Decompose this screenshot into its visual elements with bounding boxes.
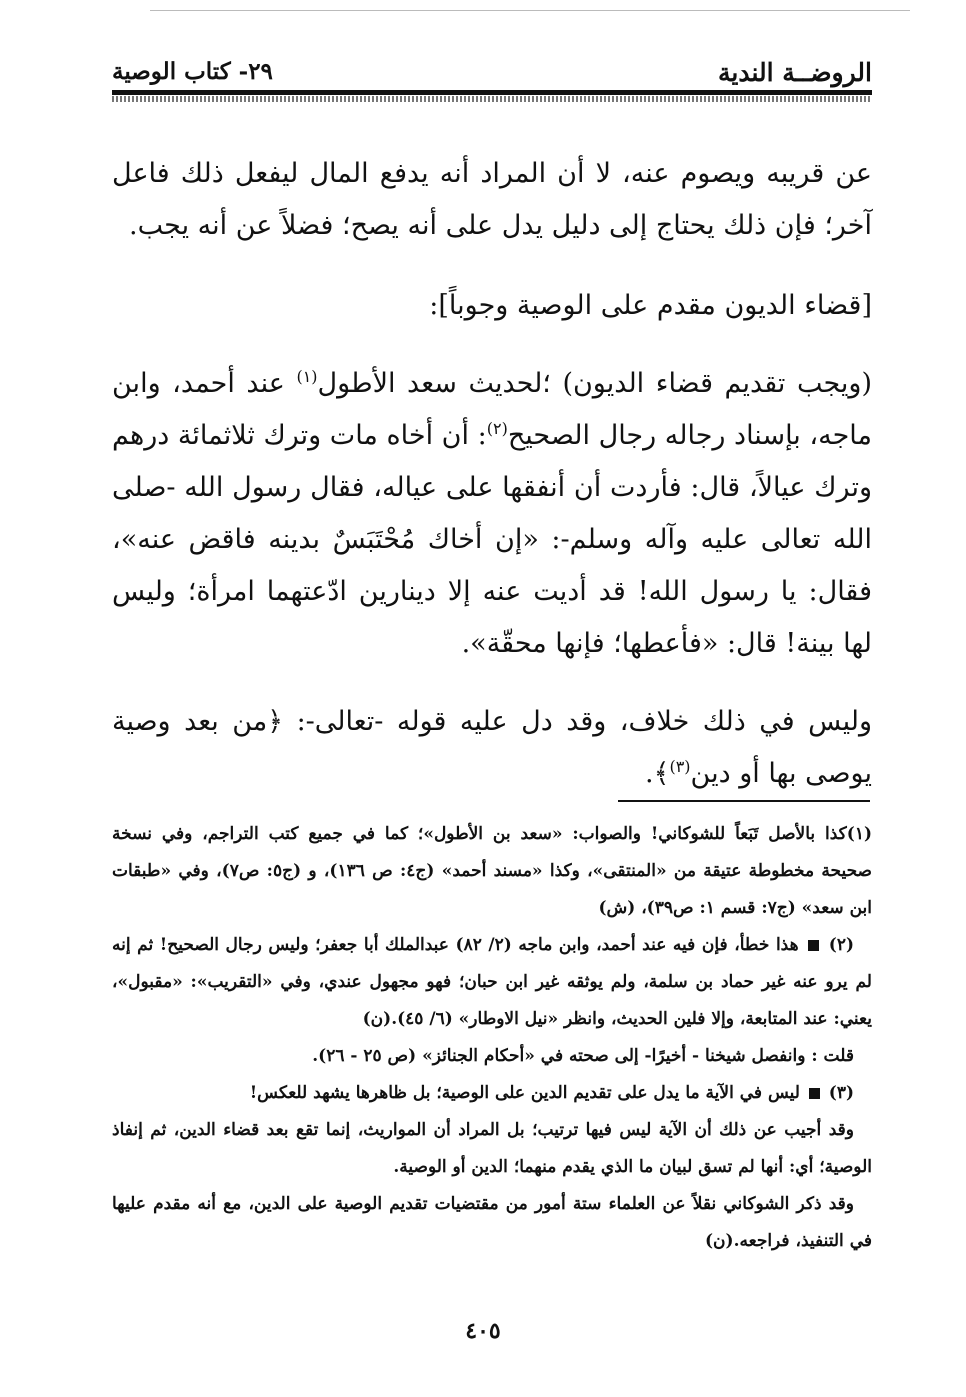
footnote-2 bbox=[112, 927, 872, 1038]
footnote-ref-1[interactable]: (١) bbox=[296, 367, 318, 386]
footnote-3-text: ليس في الآية ما يدل على تقديم الدين على الوصية؛ بل ظاهرها يشهد للعكس! bbox=[249, 1083, 800, 1103]
page-number: ٤٠٥ bbox=[465, 1318, 501, 1344]
footnote-1: (١)كذا بالأصل تَبَعاً للشوكاني! والصواب: «سعد بن الأطول»؛ كما في جميع كتب التراجم، وفي نسخة صحيحة مخطوطة عتيقة من «المنتقى»، وكذا «مسند أحمد» (ج٤: ص ١٣٦)، و (ج٥: ص٧)، وفي «طبقات ابن سعد» (ج٧: قسم ١: ص٣٩)، (ش) bbox=[112, 824, 872, 918]
book-title: الروضــة الندية bbox=[717, 58, 872, 87]
footnote-ref-2[interactable]: (٢) bbox=[486, 419, 508, 438]
paragraph-2-part-a: (ويجب تقديم قضاء الديون) ؛لحديث سعد الأطول bbox=[317, 368, 872, 399]
scan-artifact-line bbox=[150, 10, 910, 11]
footnote-3-number: (٣) bbox=[828, 1083, 854, 1103]
main-text bbox=[112, 148, 872, 800]
paragraph-2 bbox=[112, 358, 872, 670]
footnotes bbox=[112, 816, 872, 1260]
paragraph-2-part-b: عند أحمد، وابن ماجه، بإسناد رجاله رجال الصحيح bbox=[112, 368, 872, 451]
section-heading: [قضاء الديون مقدم على الوصية وجوباً]: bbox=[429, 290, 872, 321]
paragraph-2-part-c: : أن أخاه مات وترك ثلاثمائة درهم وترك عيالاً، قال: فأردت أن أنفقها على عياله، فقال رسول الله -صلى الله تعالى عليه وآله وسلم-: «إن أخاك مُحْتَبَسٌ بدينه فاقض عنه»، فقال: يا رسول الله! قد أديت عنه إلا دينارين ادّعتهما امرأة؛ وليس لها بينة! قال: «فأعطها؛ فإنها محقّة». bbox=[112, 420, 872, 659]
paragraph-3-part-a: وليس في ذلك خلاف، وقد دل عليه قوله -تعالى-: ﴿من بعد وصية يوصى بها أو دين bbox=[112, 706, 872, 789]
footnote-separator bbox=[618, 800, 870, 802]
footnote-ref-3[interactable]: (٣) bbox=[669, 757, 691, 776]
footnote-2-number: (٢) bbox=[828, 935, 854, 955]
paragraph-3-part-b: ﴾. bbox=[645, 758, 670, 789]
square-marker-icon bbox=[808, 940, 819, 951]
header-rule bbox=[112, 90, 872, 95]
footnote-2-text: هذا خطأ، فإن فيه عند أحمد، وابن ماجه (٢/ ٨٢) عبدالملك أبا جعفر؛ وليس رجال الصحيح! ثم إنه لم يرو عنه غير حماد بن سلمة، ولم يوثقه غير ابن حبان؛ فهو مجهول عندي، وفي «التقريب»: «مقبول»، يعني: عند المتابعة، وإلا فلين الحديث، وانظر «نيل الاوطار» (٦/ ٤٥).(ن) bbox=[112, 935, 872, 1029]
chapter-title: ٢٩- كتاب الوصية bbox=[112, 58, 273, 85]
footnote-2-note: قلت : وانفصل شيخنا - أخيرًا- إلى صحته في «أحكام الجنائز» (ص ٢٥ - ٢٦). bbox=[312, 1046, 854, 1066]
square-marker-icon bbox=[809, 1088, 820, 1099]
header-hatch-rule bbox=[112, 96, 872, 102]
footnote-3 bbox=[112, 1075, 872, 1112]
footnote-3-para-2: وقد أجيب عن ذلك أن الآية ليس فيها ترتيب؛ بل المراد أن المواريث، إنما تقع بعد قضاء الدين، ثم إنفاذ الوصية؛ أي: أنها لم تسق لبيان ما الذي يقدم منهما؛ الدين أو الوصية. bbox=[112, 1120, 872, 1177]
footnote-3-para-3: وقد ذكر الشوكاني نقلاً عن العلماء ستة أمور من مقتضيات تقديم الوصية على الدين، مع أنه مقدم عليها في التنفيذ، فراجعه.(ن) bbox=[112, 1194, 872, 1251]
paragraph-1: عن قريبه ويصوم عنه، لا أن المراد أنه يدفع المال ليفعل ذلك فاعل آخر؛ فإن ذلك يحتاج إلى دليل يدل على أنه يصح؛ فضلاً عن أنه يجب. bbox=[112, 158, 872, 241]
paragraph-3 bbox=[112, 696, 872, 800]
